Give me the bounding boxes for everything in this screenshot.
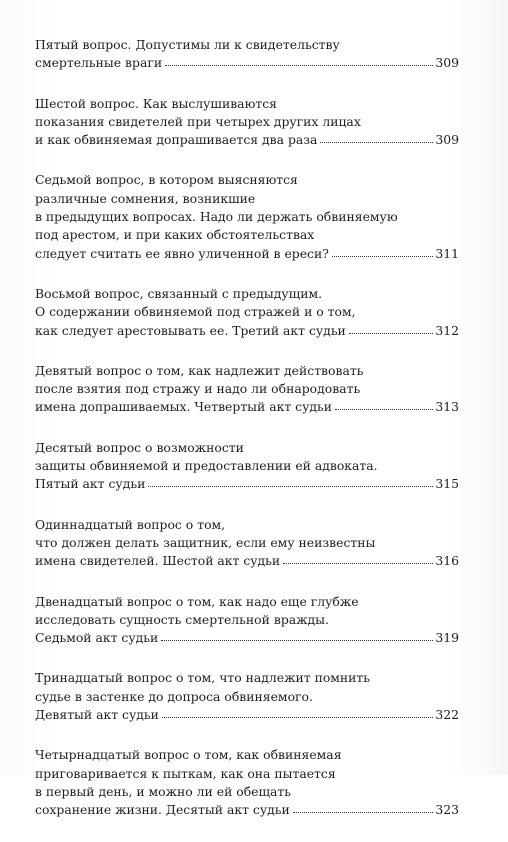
- toc-entry-title-end: Девятый акт судьи: [35, 707, 159, 723]
- toc-entry: [35, 95, 459, 150]
- toc-entry: [35, 36, 459, 73]
- toc-entry-line: различные сомнения, возникшие: [35, 190, 256, 206]
- page-number: 311: [435, 245, 459, 261]
- page-number: 316: [435, 553, 459, 569]
- toc-entry-last-line: [35, 552, 459, 570]
- toc-entry: [35, 439, 459, 494]
- toc-entry-last-line: [35, 706, 459, 724]
- toc-entry-line: Шестой вопрос. Как выслушиваются: [35, 95, 277, 111]
- toc-entry-last-line: [35, 475, 459, 493]
- page-number: 312: [435, 322, 459, 338]
- toc-entry-line: в предыдущих вопросах. Надо ли держать обвиняемую: [35, 209, 398, 225]
- dot-leader: [161, 640, 433, 641]
- dot-leader: [320, 142, 433, 143]
- toc-entry-line: приговаривается к пыткам, как она пытается: [35, 765, 336, 781]
- dot-leader: [332, 256, 433, 257]
- toc-entry-last-line: [35, 801, 459, 819]
- page-number: 313: [435, 399, 459, 415]
- dot-leader: [335, 409, 433, 410]
- toc-entry-line: защиты обвиняемой и предоставлении ей адвоката.: [35, 458, 378, 474]
- toc-entry-line: Тринадцатый вопрос о том, что надлежит помнить: [35, 670, 371, 686]
- toc-entry: [35, 171, 459, 262]
- toc-entry-line: Одиннадцатый вопрос о том,: [35, 516, 226, 532]
- page-number: 319: [435, 630, 459, 646]
- toc-entry: [35, 669, 459, 724]
- toc-entry-line: под арестом, и при каких обстоятельствах: [35, 227, 315, 243]
- toc-entry-line: Десятый вопрос о возможности: [35, 439, 244, 455]
- toc-entry-title-end: смертельные враги: [35, 55, 163, 71]
- toc-entry: [35, 593, 459, 648]
- toc-entry-title-end: имена допрашиваемых. Четвертый акт судьи: [35, 399, 333, 415]
- dot-leader: [148, 486, 433, 487]
- toc-entry-line: Двенадцатый вопрос о том, как надо еще глубже: [35, 593, 359, 609]
- page-number: 323: [435, 802, 459, 818]
- page-number: 315: [435, 476, 459, 492]
- toc-entry-title-end: Седьмой акт судьи: [35, 630, 159, 646]
- toc-entry-line: что должен делать защитник, если ему неизвестны: [35, 534, 376, 550]
- toc-entry: [35, 362, 459, 417]
- toc-entry-line: в первый день, и можно ли ей обещать: [35, 783, 292, 799]
- toc-entry-last-line: [35, 398, 459, 416]
- toc-entry-last-line: [35, 322, 459, 340]
- toc-entry-line: Пятый вопрос. Допустимы ли к свидетельству: [35, 37, 340, 52]
- toc-entry-line: судье в застенке до допроса обвиняемого.: [35, 688, 313, 704]
- toc-entry-line: Четырнадцатый вопрос о том, как обвиняемая: [35, 747, 342, 763]
- toc-entry: [35, 516, 459, 571]
- dot-leader: [162, 717, 433, 718]
- toc-entry-title-end: следует считать ее явно уличенной в ереси?: [35, 245, 329, 261]
- toc-entry-line: Седьмой вопрос, в котором выясняются: [35, 172, 298, 188]
- toc-entry-title-end: и как обвиняемая допрашивается два раза: [35, 132, 318, 148]
- dot-leader: [293, 812, 434, 813]
- toc-entry-title-end: Пятый акт судьи: [35, 476, 146, 492]
- toc-entry-line: после взятия под стражу и надо ли обнародовать: [35, 381, 361, 397]
- toc-entry-line: Девятый вопрос о том, как надлежит действовать: [35, 362, 364, 378]
- page-number: 322: [435, 707, 459, 723]
- dot-leader: [349, 333, 434, 334]
- dot-leader: [165, 65, 433, 66]
- toc-entry-title-end: имена свидетелей. Шестой акт судьи: [35, 553, 281, 569]
- toc-entry-line: показания свидетелей при четырех других лицах: [35, 113, 361, 129]
- toc-entry: [35, 285, 459, 340]
- toc-entry-line: Восьмой вопрос, связанный с предыдущим.: [35, 285, 323, 301]
- toc-entry-line: исследовать сущность смертельной вражды.: [35, 611, 329, 627]
- toc-entry-last-line: [35, 131, 459, 149]
- dot-leader: [283, 563, 433, 564]
- toc-entry-last-line: [35, 54, 459, 72]
- toc-entry-title-end: сохранение жизни. Десятый акт судьи: [35, 802, 290, 818]
- page-number: 309: [435, 55, 459, 71]
- toc-entry-line: О содержании обвиняемой под стражей и о том,: [35, 304, 356, 320]
- page-number: 309: [435, 132, 459, 148]
- toc-entry: [35, 746, 459, 819]
- toc-entry-last-line: [35, 245, 459, 263]
- toc-entry-title-end: как следует арестовывать ее. Третий акт судьи: [35, 322, 346, 338]
- toc-entry-last-line: [35, 629, 459, 647]
- table-of-contents: [35, 36, 459, 842]
